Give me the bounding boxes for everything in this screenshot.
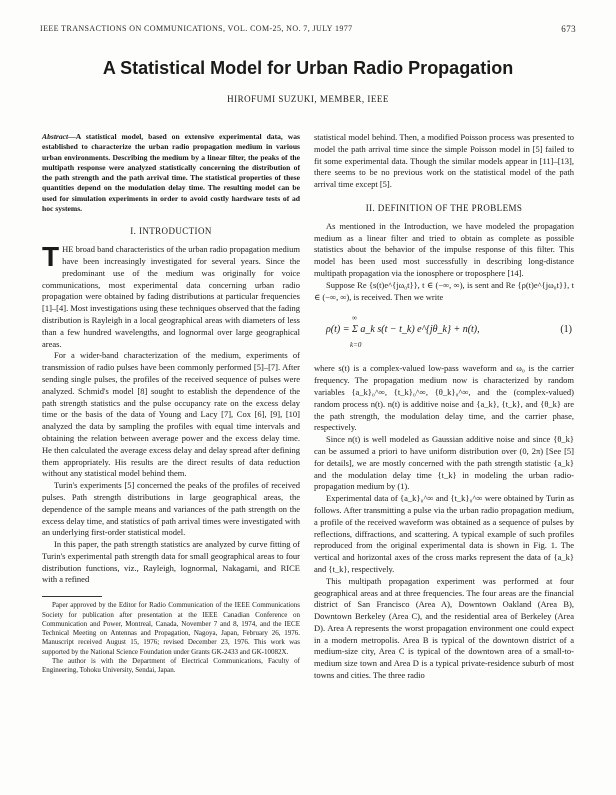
section-heading-introduction: I. INTRODUCTION	[130, 226, 212, 237]
paper-title: A Statistical Model for Urban Radio Propagation	[102, 58, 514, 78]
paragraph: Turin's experiments [5] concerned the peaks of the profiles of received pulses. Path strength distributions in large geographical areas, the dependence of the sample means and variances of the path strength on the excess delay time, and statistics of path arrival times were investigated with an underlying first-order statistical model.	[42, 480, 300, 538]
left-column	[42, 132, 300, 676]
paragraph: statistical model behind. Then, a modified Poisson process was presented to model the path arrival time since the simple Poisson model in [5] failed to fit some experimental data. Though the similar models appear in [11]–[13], there seems to be no previous work on the statistical model of the path arrival time except [5].	[314, 132, 574, 190]
paper-author: HIROFUMI SUZUKI, MEMBER, IEEE	[227, 94, 389, 104]
footnote-affiliation: The author is with the Department of Electrical Communications, Faculty of Engineering, Tohoku University, Sendai, Japan.	[42, 657, 300, 675]
equation-number: (1)	[560, 324, 572, 336]
drop-cap: T	[42, 241, 60, 273]
paragraph: Suppose Re {s(t)e^{jω₀t}}, t ∈ (−∞, ∞), is sent and Re {ρ(t)e^{jω₀t}}, t ∈ (−∞, ∞), is received. Then we write	[314, 279, 574, 302]
footnote-rule	[42, 596, 102, 597]
paragraph: Since n(t) is well modeled as Gaussian additive noise and since {θ_k} can be assumed a priori to have uniform distribution over (0, 2π) [See [5] for details], we are mostly concerned with the path strength statistic {a_k} and the modulation delay time {t_k} in modeling the urban radio-propagation medium by (1).	[314, 434, 574, 492]
page-number: 673	[561, 24, 576, 34]
paragraph: where s(t) is a complex-valued low-pass waveform and ω₀ is the carrier frequency. The propagation medium now is characterized by random variables {a_k}₀^∞, {t_k}₀^∞, {θ_k}₀^∞, and the (complex-valued) random process n(t). n(t) is additive noise and {a_k}, {t_k}, and {θ_k} are the path strength, the modulation delay time, and the carrier phase, respectively.	[314, 363, 574, 433]
section-heading-definition: II. DEFINITION OF THE PROBLEMS	[365, 202, 523, 213]
summation-upper-limit: ∞	[352, 314, 357, 323]
abstract-text: —A statistical model, based on extensive experimental data, was established to characterize the urban radio propagation medium in various urban environments. Describing the medium by a linear filter, the peaks of the multipath response were analyzed statistically concerning the distribution of the path strength and the path arrival time. The statistical properties of these quantities depend on the modulation delay time. The resulting model can be used for simulation experiments in order to avoid costly hardware tests of ad hoc systems.	[42, 132, 300, 214]
paragraph: Experimental data of {a_k}₀^∞ and {t_k}₀^∞ were obtained by Turin as follows. After transmitting a pulse via the urban radio propagation medium, a profile of the received waveform was obtained as a sequence of pulses by reflections, diffractions, and scattering. A typical example of such profiles reproduced from the original experimental data is shown in Fig. 1. The vertical and horizontal axes of the cross marks represent the data of {a_k} and {t_k}, respectively.	[314, 493, 574, 574]
paragraph-text: HE broad band characteristics of the urban radio propagation medium have been increasingly investigated for several years. Since the predominant use of the medium was originally for voice communications, most experimental data concerning urban radio propagation were obtained by fading distributions at particular frequencies [1]–[4]. Most investigations using these techniques observed that the fading distribution is Rayleigh in a local geographical areas with diameters of less than a few hundred wavelengths, and lognormal over large geographical areas.	[42, 244, 300, 349]
paragraph: For a wider-band characterization of the medium, experiments of transmission of radio pulses have been commonly performed [5]–[7]. After sending single pulses, the profiles of the received sequence of pulses were analyzed. Schmid's model [8] sought to establish the dependence of the path strength statistics and the pulse occupancy rate on the excess delay time or the basis of the data of Young and Lacy [7], Cox [6], [9], [10] analyzed the data by sampling the profiles with equal time intervals and obtaining the relation between average power and the excess delay time. He then calculated the average excess delay and delay spread after defining them appropriately. His results are the direct results of data reduction without any statistical model behind them.	[42, 350, 300, 479]
abstract	[42, 132, 300, 214]
footnote-submission: Paper approved by the Editor for Radio Communication of the IEEE Communications Society for publication after presentation at the IEEE Canadian Conference on Communication and Power, Montreal, Canada, November 7 and 8, 1974, and the IECE Technical Meeting on Antennas and Propagation, Nagoya, Japan, February 26, 1976. Manuscript received August 15, 1976; revised December 23, 1976. This work was supported by the National Science Foundation under Grants GK-2433 and GK-10082X.	[42, 601, 300, 656]
right-column	[314, 132, 574, 682]
paragraph: This multipath propagation experiment was performed at four geographical areas and at three frequencies. The four areas are the financial district of San Francisco (Area A), Downtown Oakland (Area B), Downtown Berkeley (Area C), and the residential area of Berkeley (Area D). Area A represents the worst propagation environment one could expect in a modern metropolis. Area B is typical of the downtown district of a medium-size city, Area C is typical of the downtown area of a small-to-medium size town and Area D is a typical private-residence suburb of most towns and cities. The three radio	[314, 575, 574, 681]
paragraph: In this paper, the path strength statistics are analyzed by curve fitting of Turin's experimental path strength data for small geographical areas to four distribution functions, viz., Rayleigh, lognormal, Nakagami, and RICE with a refined	[42, 539, 300, 585]
journal-header: IEEE TRANSACTIONS ON COMMUNICATIONS, VOL. COM-25, NO. 7, JULY 1977	[40, 24, 353, 33]
paragraph: As mentioned in the Introduction, we have modeled the propagation medium as a linear filter and tried to obtain as complete as possible statistics about the behavior of the impulse response of this filter. This model has been used most successfully in describing long-distance multipath propagation via the ionosphere or troposphere [14].	[314, 220, 574, 278]
summation-lower-limit: k=0	[350, 341, 362, 350]
paragraph	[42, 241, 300, 350]
equation-body: ρ(t) = Σ a_k s(t − t_k) e^{jθ_k} + n(t),	[326, 324, 480, 336]
equation-1	[314, 313, 574, 353]
abstract-label: Abstract	[42, 132, 69, 141]
